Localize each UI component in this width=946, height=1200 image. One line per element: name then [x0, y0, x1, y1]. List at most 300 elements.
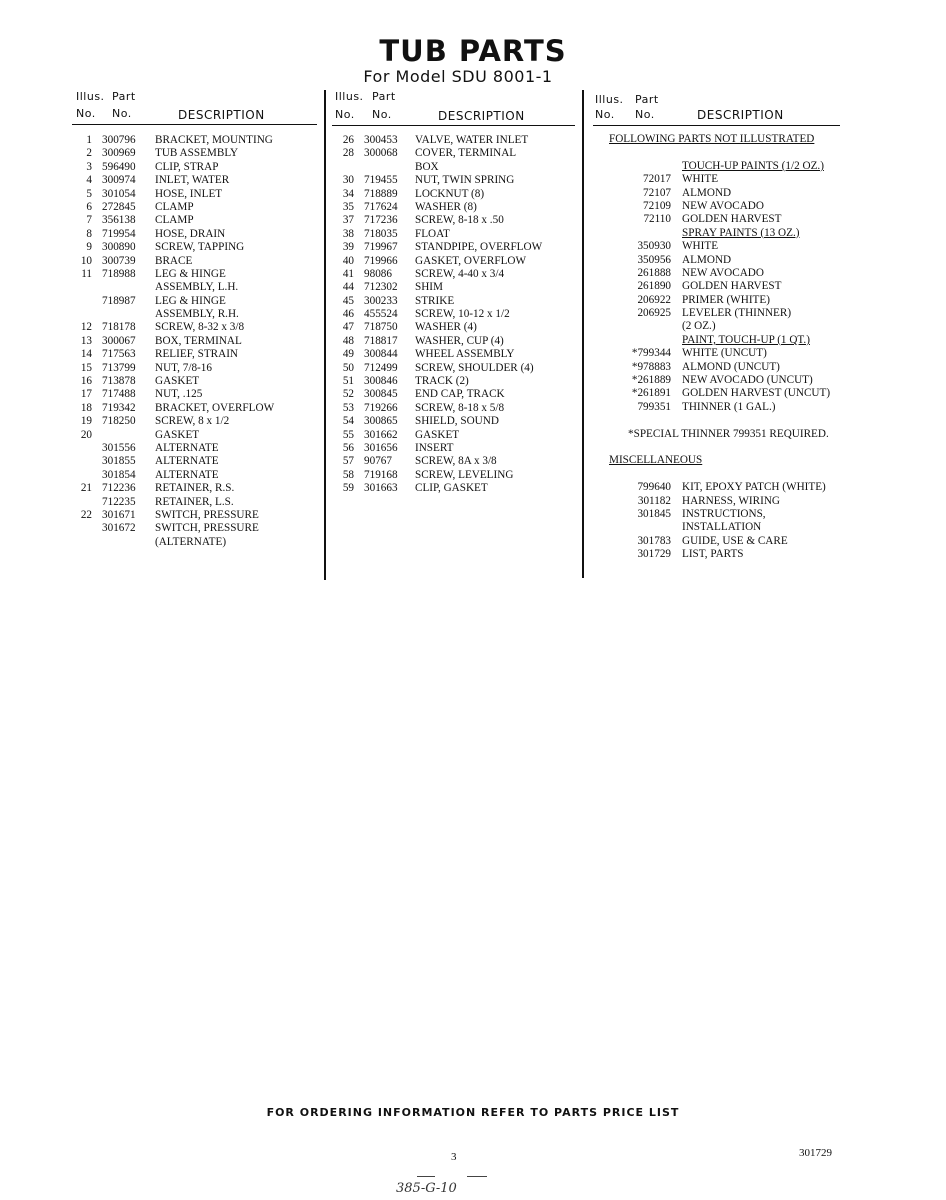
- parts-row: [340, 174, 580, 187]
- parts-row: [599, 481, 844, 494]
- part-number: 72017: [643, 173, 671, 186]
- part-description: NEW AVOCADO: [682, 199, 764, 212]
- parts-row: [340, 228, 580, 241]
- part-number: 718889: [364, 187, 398, 200]
- col2-no-label-2: No.: [372, 108, 392, 121]
- parts-row: [599, 160, 844, 173]
- part-number: 301182: [637, 494, 671, 507]
- part-number: 300865: [364, 415, 398, 428]
- part-number: 718987: [102, 294, 136, 307]
- parts-row: [340, 375, 580, 388]
- part-description: ASSEMBLY, L.H.: [155, 281, 239, 294]
- part-description: RETAINER, R.S.: [155, 482, 235, 495]
- parts-row: [340, 429, 580, 442]
- part-description: WHITE: [682, 173, 719, 186]
- parts-row: [80, 161, 320, 174]
- part-description: LIST, PARTS: [682, 548, 744, 561]
- illus-number: 49: [342, 348, 354, 361]
- parts-row: [599, 187, 844, 200]
- illus-number: 17: [80, 388, 92, 401]
- illus-number: 11: [81, 267, 92, 280]
- parts-row: [599, 387, 844, 400]
- parts-row: [80, 362, 320, 375]
- parts-row: [599, 374, 844, 387]
- part-description: ASSEMBLY, R.H.: [155, 308, 239, 321]
- parts-row: [599, 320, 844, 333]
- part-description: KIT, EPOXY PATCH (WHITE): [682, 481, 826, 494]
- part-description: INSERT: [415, 441, 454, 454]
- part-number: 98086: [364, 267, 392, 280]
- parts-row: [340, 188, 580, 201]
- illus-number: 38: [342, 227, 354, 240]
- parts-row: [80, 255, 320, 268]
- part-description: INLET, WATER: [155, 174, 230, 187]
- page-title: TUB PARTS: [379, 34, 567, 68]
- parts-row: [599, 200, 844, 213]
- parts-row: [599, 441, 844, 454]
- part-description: BRACE: [155, 254, 193, 267]
- part-number: 72109: [643, 199, 671, 212]
- parts-row: [599, 347, 844, 360]
- part-description: GOLDEN HARVEST: [682, 280, 782, 293]
- illus-number: 26: [342, 134, 354, 146]
- col2-description-label: DESCRIPTION: [438, 109, 525, 123]
- part-number: 72110: [643, 213, 671, 226]
- part-number: 717236: [364, 214, 398, 227]
- illus-number: 9: [86, 241, 92, 254]
- illus-number: 30: [342, 174, 354, 187]
- parts-row: [599, 401, 844, 414]
- part-description: SWITCH, PRESSURE: [155, 508, 259, 521]
- part-number: 712235: [102, 495, 136, 508]
- illus-number: 8: [86, 227, 92, 240]
- parts-row: [599, 146, 844, 159]
- subsection-heading: PAINT, TOUCH-UP (1 QT.): [682, 333, 810, 346]
- parts-row: [80, 455, 320, 468]
- part-description: SCREW, 8-18 x .50: [415, 214, 504, 227]
- illus-number: 4: [86, 174, 92, 187]
- part-number: 301656: [364, 441, 398, 454]
- col1-part-label: Part: [112, 90, 136, 103]
- part-number: 272845: [102, 200, 136, 213]
- part-number: 356138: [102, 214, 136, 227]
- part-number: 301672: [102, 522, 136, 535]
- ordering-footer: FOR ORDERING INFORMATION REFER TO PARTS PRICE LIST: [266, 1106, 680, 1119]
- part-description: STRIKE: [415, 294, 455, 307]
- parts-row: [80, 214, 320, 227]
- parts-row: [599, 361, 844, 374]
- col1-header-rule: [72, 124, 317, 125]
- parts-row: [340, 335, 580, 348]
- illus-number: 40: [342, 254, 354, 267]
- parts-row: [340, 255, 580, 268]
- parts-row: [80, 268, 320, 281]
- parts-row: [80, 536, 320, 549]
- parts-row: [599, 495, 844, 508]
- illus-number: 39: [342, 241, 354, 254]
- parts-row: [599, 548, 844, 561]
- parts-row: [80, 147, 320, 160]
- parts-row: [340, 241, 580, 254]
- parts-row: [80, 134, 320, 147]
- handwritten-code: 385-G-10: [396, 1181, 457, 1196]
- part-number: 301671: [102, 508, 136, 521]
- part-number: 718250: [102, 415, 136, 428]
- illus-number: 5: [86, 187, 92, 200]
- part-description: CLAMP: [155, 200, 194, 213]
- document-number: 301729: [799, 1147, 832, 1159]
- parts-row: [599, 294, 844, 307]
- special-note: *SPECIAL THINNER 799351 REQUIRED.: [628, 427, 829, 440]
- part-number: 719954: [102, 227, 136, 240]
- parts-row: [80, 375, 320, 388]
- parts-row: [340, 214, 580, 227]
- col1-illus-label: Illus.: [76, 90, 105, 103]
- illus-number: 47: [342, 321, 354, 334]
- illus-number: 51: [342, 375, 354, 388]
- parts-row: [80, 442, 320, 455]
- parts-row: [80, 281, 320, 294]
- part-number: 301054: [102, 187, 136, 200]
- part-number: 718988: [102, 267, 136, 280]
- part-description: (ALTERNATE): [155, 535, 227, 548]
- col2-header-rule: [332, 125, 575, 126]
- part-description: TRACK (2): [415, 375, 469, 388]
- parts-row: [80, 469, 320, 482]
- part-number: 300067: [102, 334, 136, 347]
- illus-number: 56: [342, 441, 354, 454]
- part-description: WHITE (UNCUT): [682, 347, 767, 360]
- part-description: SCREW, 4-40 x 3/4: [415, 267, 505, 280]
- part-description: INSTRUCTIONS,: [682, 507, 766, 520]
- illus-number: 37: [342, 214, 354, 227]
- part-number: 90767: [364, 455, 392, 468]
- part-description: WHITE: [682, 240, 719, 253]
- illus-number: 50: [342, 361, 354, 374]
- parts-row: [340, 295, 580, 308]
- parts-row: [340, 402, 580, 415]
- parts-row: [340, 362, 580, 375]
- part-description: CLIP, STRAP: [155, 160, 219, 173]
- part-number: 300844: [364, 348, 398, 361]
- part-description: HOSE, DRAIN: [155, 227, 226, 240]
- part-description: CLAMP: [155, 214, 194, 227]
- part-number: 300233: [364, 294, 398, 307]
- col3-no-label: No.: [595, 108, 615, 121]
- parts-row: [80, 348, 320, 361]
- part-description: END CAP, TRACK: [415, 388, 505, 401]
- illus-number: 13: [80, 334, 92, 347]
- section-heading: MISCELLANEOUS: [609, 454, 703, 467]
- illus-number: 57: [342, 455, 354, 468]
- illus-number: 48: [342, 334, 354, 347]
- parts-row: [340, 482, 580, 495]
- part-number: 596490: [102, 160, 136, 173]
- illus-number: 45: [342, 294, 354, 307]
- part-description: SCREW, 8A x 3/8: [415, 455, 497, 468]
- parts-row: [599, 227, 844, 240]
- part-description: SCREW, 8 x 1/2: [155, 415, 230, 428]
- part-description: SWITCH, PRESSURE: [155, 522, 259, 535]
- illus-number: 14: [80, 348, 92, 361]
- part-description: FLOAT: [415, 227, 450, 240]
- col2-parts-list: [340, 134, 580, 496]
- part-number: 301662: [364, 428, 398, 441]
- part-description: NUT, 7/8-16: [155, 361, 212, 374]
- illus-number: 10: [80, 254, 92, 267]
- parts-row: [80, 388, 320, 401]
- part-description: SCREW, 10-12 x 1/2: [415, 308, 510, 321]
- part-number: 719967: [364, 241, 398, 254]
- part-number: 713799: [102, 361, 136, 374]
- part-description: RELIEF, STRAIN: [155, 348, 239, 361]
- page-number: 3: [451, 1151, 457, 1163]
- part-number: 799351: [637, 400, 671, 413]
- part-description: WASHER (4): [415, 321, 477, 334]
- part-number: 717563: [102, 348, 136, 361]
- parts-row: [80, 482, 320, 495]
- part-description: WHEEL ASSEMBLY: [415, 348, 515, 361]
- col3-header-rule: [593, 125, 840, 126]
- part-description: WASHER, CUP (4): [415, 334, 504, 347]
- part-number: 718817: [364, 334, 398, 347]
- part-description: GASKET: [415, 428, 460, 441]
- part-number: 301729: [637, 548, 671, 561]
- col3-parts-list: [599, 133, 844, 562]
- part-number: 300796: [102, 134, 136, 146]
- part-description: INSTALLATION: [682, 521, 762, 534]
- part-number: 712236: [102, 482, 136, 495]
- parts-row: [340, 268, 580, 281]
- col1-no-label-2: No.: [112, 107, 132, 120]
- part-number: 718750: [364, 321, 398, 334]
- part-description: BOX, TERMINAL: [155, 334, 242, 347]
- parts-row: [80, 228, 320, 241]
- part-number: 350956: [637, 253, 671, 266]
- parts-row: [340, 161, 580, 174]
- parts-row: [80, 402, 320, 415]
- parts-row: [80, 241, 320, 254]
- part-description: LEG & HINGE: [155, 294, 226, 307]
- part-description: SCREW, LEVELING: [415, 468, 514, 481]
- part-description: SCREW, 8-18 x 5/8: [415, 401, 505, 414]
- parts-row: [599, 334, 844, 347]
- parts-row: [80, 308, 320, 321]
- parts-row: [599, 508, 844, 521]
- parts-row: [80, 188, 320, 201]
- part-description: (2 OZ.): [682, 320, 716, 333]
- part-number: 301855: [102, 455, 136, 468]
- illus-number: 19: [80, 415, 92, 428]
- part-description: NUT, .125: [155, 388, 203, 401]
- part-description: HARNESS, WIRING: [682, 494, 780, 507]
- part-number: 301854: [102, 468, 136, 481]
- parts-row: [80, 201, 320, 214]
- part-number: 300845: [364, 388, 398, 401]
- parts-row: [599, 535, 844, 548]
- part-description: RETAINER, L.S.: [155, 495, 234, 508]
- col3-description-label: DESCRIPTION: [697, 108, 784, 122]
- parts-row: [340, 308, 580, 321]
- part-description: WASHER (8): [415, 200, 477, 213]
- illus-number: 3: [86, 160, 92, 173]
- illus-number: 20: [80, 428, 92, 441]
- parts-row: [599, 468, 844, 481]
- part-number: 712302: [364, 281, 398, 294]
- part-description: LEG & HINGE: [155, 267, 226, 280]
- parts-row: [599, 240, 844, 253]
- part-number: 713878: [102, 375, 136, 388]
- illus-number: 46: [342, 308, 354, 321]
- part-description: NEW AVOCADO (UNCUT): [682, 374, 813, 387]
- part-number: 301845: [637, 507, 671, 520]
- part-description: LEVELER (THINNER): [682, 307, 792, 320]
- parts-row: [599, 267, 844, 280]
- part-number: 301556: [102, 441, 136, 454]
- part-description: HOSE, INLET: [155, 187, 223, 200]
- parts-row: [340, 415, 580, 428]
- illus-number: 2: [86, 147, 92, 160]
- illus-number: 1: [86, 134, 92, 146]
- part-number: 261890: [637, 280, 671, 293]
- part-description: GOLDEN HARVEST: [682, 213, 782, 226]
- parts-row: [599, 254, 844, 267]
- parts-row: [599, 307, 844, 320]
- illus-number: 22: [80, 508, 92, 521]
- part-number: 301663: [364, 482, 398, 495]
- part-number: 300846: [364, 375, 398, 388]
- parts-row: [340, 147, 580, 160]
- column-divider-2: [582, 90, 584, 578]
- illus-number: 54: [342, 415, 354, 428]
- part-number: 300739: [102, 254, 136, 267]
- part-number: 718178: [102, 321, 136, 334]
- part-description: STANDPIPE, OVERFLOW: [415, 241, 543, 254]
- part-description: SCREW, SHOULDER (4): [415, 361, 534, 374]
- model-subtitle: For Model SDU 8001-1: [363, 67, 553, 86]
- parts-row: [599, 454, 844, 467]
- parts-row: [340, 201, 580, 214]
- part-number: 719168: [364, 468, 398, 481]
- part-description: GOLDEN HARVEST (UNCUT): [682, 387, 831, 400]
- part-number: 261888: [637, 266, 671, 279]
- parts-row: [340, 134, 580, 147]
- part-number: *978883: [631, 360, 671, 373]
- col1-description-label: DESCRIPTION: [178, 108, 265, 122]
- parts-row: [599, 428, 844, 441]
- part-number: 301783: [637, 534, 671, 547]
- parts-row: [599, 173, 844, 186]
- illus-number: 28: [342, 147, 354, 160]
- part-number: 718035: [364, 227, 398, 240]
- part-number: 300890: [102, 241, 136, 254]
- part-description: GASKET: [155, 428, 200, 441]
- part-number: 206922: [637, 293, 671, 306]
- part-description: COVER, TERMINAL: [415, 147, 517, 160]
- illus-number: 52: [342, 388, 354, 401]
- parts-row: [80, 509, 320, 522]
- illus-number: 6: [86, 200, 92, 213]
- part-description: BRACKET, MOUNTING: [155, 134, 273, 146]
- col3-part-label: Part: [635, 93, 659, 106]
- part-description: ALTERNATE: [155, 455, 219, 468]
- col2-illus-label: Illus.: [335, 90, 364, 103]
- part-number: 206925: [637, 307, 671, 320]
- part-number: 719266: [364, 401, 398, 414]
- parts-row: [599, 280, 844, 293]
- parts-row: [599, 133, 844, 146]
- illus-number: 35: [342, 200, 354, 213]
- parts-row: [340, 281, 580, 294]
- col2-part-label: Part: [372, 90, 396, 103]
- parts-row: [80, 295, 320, 308]
- col1-parts-list: [80, 134, 320, 549]
- parts-row: [340, 388, 580, 401]
- part-number: 719966: [364, 254, 398, 267]
- part-description: TUB ASSEMBLY: [155, 147, 239, 160]
- part-description: BRACKET, OVERFLOW: [155, 401, 275, 414]
- col1-no-label: No.: [76, 107, 96, 120]
- illus-number: 59: [342, 482, 354, 495]
- part-description: THINNER (1 GAL.): [682, 400, 776, 413]
- parts-row: [340, 321, 580, 334]
- part-number: 799640: [637, 481, 671, 494]
- section-heading: FOLLOWING PARTS NOT ILLUSTRATED: [609, 133, 815, 145]
- illus-number: 58: [342, 468, 354, 481]
- part-description: GASKET: [155, 375, 200, 388]
- illus-number: 21: [80, 482, 92, 495]
- illus-number: 16: [80, 375, 92, 388]
- part-number: 300969: [102, 147, 136, 160]
- parts-row: [340, 442, 580, 455]
- part-description: ALMOND (UNCUT): [682, 360, 780, 373]
- column-divider-1: [324, 90, 326, 580]
- illus-number: 41: [342, 267, 354, 280]
- parts-row: [340, 469, 580, 482]
- part-description: GASKET, OVERFLOW: [415, 254, 527, 267]
- part-description: LOCKNUT (8): [415, 187, 485, 200]
- part-number: 455524: [364, 308, 398, 321]
- col2-no-label: No.: [335, 108, 355, 121]
- illus-number: 44: [342, 281, 354, 294]
- parts-row: [599, 414, 844, 427]
- parts-row: [80, 429, 320, 442]
- part-description: SCREW, 8-32 x 3/8: [155, 321, 245, 334]
- ink-dash: [467, 1176, 487, 1177]
- part-description: NUT, TWIN SPRING: [415, 174, 515, 187]
- part-number: 300453: [364, 134, 398, 146]
- parts-row: [80, 496, 320, 509]
- parts-row: [340, 348, 580, 361]
- part-number: 300974: [102, 174, 136, 187]
- part-number: 350930: [637, 240, 671, 253]
- part-description: ALMOND: [682, 186, 732, 199]
- part-description: SCREW, TAPPING: [155, 241, 245, 254]
- part-number: 717488: [102, 388, 136, 401]
- parts-row: [80, 415, 320, 428]
- ink-dash: [417, 1176, 435, 1177]
- part-number: 300068: [364, 147, 398, 160]
- illus-number: 15: [80, 361, 92, 374]
- part-number: *799344: [631, 347, 671, 360]
- subsection-heading: TOUCH-UP PAINTS (1/2 OZ.): [682, 159, 824, 172]
- col3-illus-label: Illus.: [595, 93, 624, 106]
- subsection-heading: SPRAY PAINTS (13 OZ.): [682, 226, 800, 239]
- part-description: ALTERNATE: [155, 468, 219, 481]
- illus-number: 12: [80, 321, 92, 334]
- parts-row: [80, 335, 320, 348]
- part-number: 717624: [364, 200, 398, 213]
